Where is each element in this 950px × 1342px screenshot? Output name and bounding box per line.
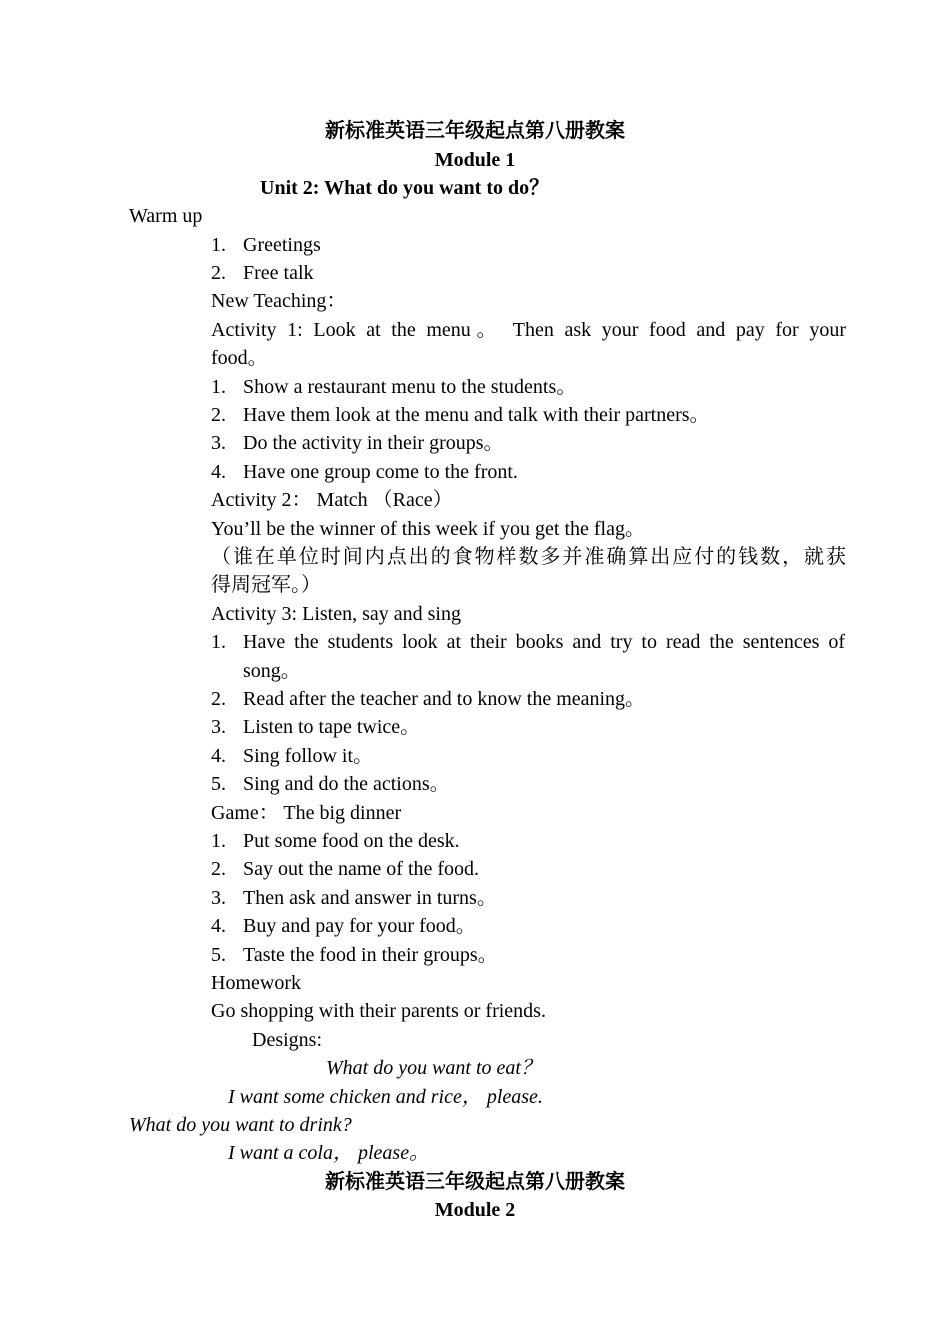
activity1-heading: Activity 1: Look at the menu。 Then ask your food and pay for your	[211, 319, 846, 341]
list-number: 2.	[211, 404, 226, 426]
design-answer-drink: I want a cola， please。	[228, 1142, 430, 1164]
list-text: Greetings	[243, 234, 321, 256]
list-number: 4.	[211, 745, 226, 767]
list-text: Sing and do the actions。	[243, 773, 450, 795]
list-item	[211, 259, 314, 287]
list-number: 5.	[211, 944, 226, 966]
activity2-heading: Activity 2： Match （Race）	[211, 489, 453, 511]
list-text: Buy and pay for your food。	[243, 915, 476, 937]
list-text: Have them look at the menu and talk with their partners。	[243, 404, 710, 426]
list-item	[211, 884, 497, 912]
list-text: Read after the teacher and to know the meaning。	[243, 688, 646, 710]
list-item	[211, 373, 576, 401]
list-number: 4.	[211, 461, 226, 483]
list-item	[211, 770, 450, 798]
activity3-heading: Activity 3: Listen, say and sing	[211, 603, 461, 625]
list-number: 2.	[211, 262, 226, 284]
module-heading: Module 1	[434, 149, 516, 171]
activity2-chinese: （谁在单位时间内点出的食物样数多并准确算出应付的钱数，就获	[211, 546, 846, 568]
homework-text: Go shopping with their parents or friends.	[211, 1000, 546, 1022]
list-number: 1.	[211, 234, 226, 256]
list-item	[211, 685, 645, 713]
design-answer-eat: I want some chicken and rice， please.	[228, 1086, 543, 1108]
list-text: Say out the name of the food.	[243, 858, 480, 880]
new-teaching-heading: New Teaching：	[211, 290, 347, 312]
document-title-2: 新标准英语三年级起点第八册教案	[325, 1171, 625, 1193]
list-item	[211, 429, 504, 457]
list-text: Free talk	[243, 262, 314, 284]
list-text: Taste the food in their groups。	[243, 944, 498, 966]
list-text: Then ask and answer in turns。	[243, 887, 497, 909]
list-number: 3.	[211, 887, 226, 909]
module-heading-2: Module 2	[434, 1199, 516, 1221]
list-text: Have one group come to the front.	[243, 461, 518, 483]
list-number: 2.	[211, 858, 226, 880]
list-item	[211, 912, 476, 940]
list-number: 3.	[211, 716, 226, 738]
list-text: Put some food on the desk.	[243, 830, 460, 852]
game-heading: Game： The big dinner	[211, 802, 402, 824]
list-item-cont: song。	[243, 660, 301, 682]
document-title: 新标准英语三年级起点第八册教案	[325, 120, 625, 142]
list-item	[211, 742, 373, 770]
list-text: Show a restaurant menu to the students。	[243, 376, 577, 398]
unit-heading: Unit 2: What do you want to do？	[260, 177, 550, 199]
list-item	[211, 458, 518, 486]
list-item	[211, 941, 498, 969]
list-number: 1.	[211, 376, 226, 398]
warm-up-heading: Warm up	[129, 205, 203, 227]
homework-heading: Homework	[211, 972, 301, 994]
design-question-eat: What do you want to eat？	[326, 1057, 541, 1079]
list-number: 4.	[211, 915, 226, 937]
activity2-text: You’ll be the winner of this week if you get the flag。	[211, 518, 645, 540]
designs-label: Designs:	[252, 1029, 322, 1051]
list-item	[211, 628, 845, 656]
list-number: 1.	[211, 830, 226, 852]
list-item	[211, 713, 420, 741]
list-number: 5.	[211, 773, 226, 795]
activity1-heading-cont: food。	[211, 347, 268, 369]
list-item	[211, 855, 479, 883]
list-item	[211, 231, 321, 259]
activity2-chinese-cont: 得周冠军。）	[211, 574, 321, 596]
design-question-drink: What do you want to drink?	[129, 1114, 352, 1136]
list-number: 2.	[211, 688, 226, 710]
list-item	[211, 827, 460, 855]
list-text: Have the students look at their books and try to read the sentences of	[243, 631, 845, 653]
list-text: Do the activity in their groups。	[243, 432, 504, 454]
list-number: 3.	[211, 432, 226, 454]
list-item	[211, 401, 710, 429]
list-text: Sing follow it。	[243, 745, 374, 767]
list-number: 1.	[211, 631, 226, 653]
list-text: Listen to tape twice。	[243, 716, 421, 738]
